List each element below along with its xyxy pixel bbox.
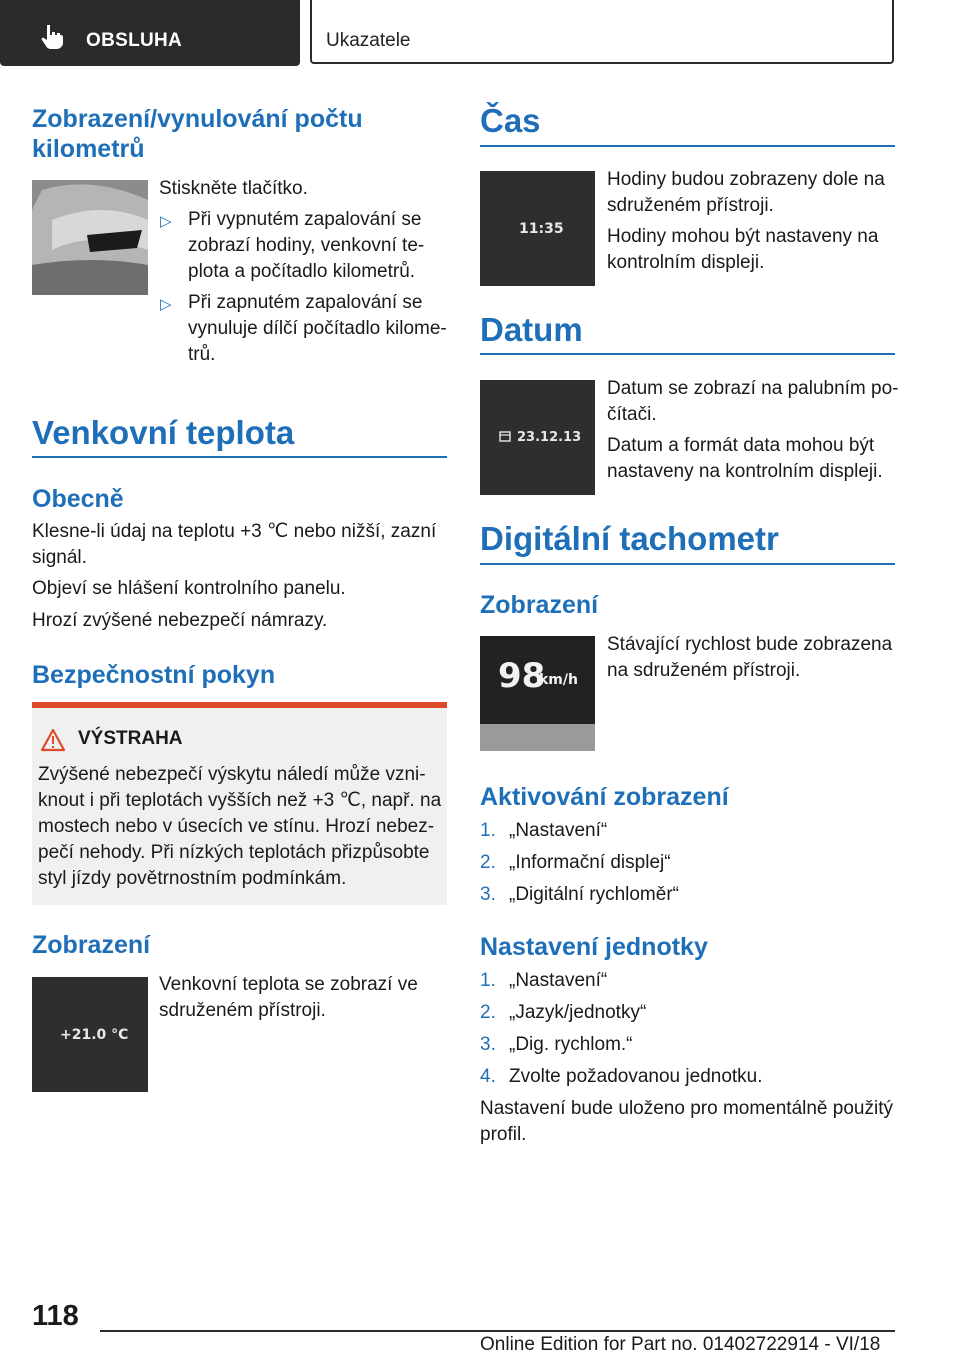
activate-step-1: „Nastavení“ — [509, 820, 608, 841]
time-line-1: Hodiny budou zobrazeny dole na — [607, 169, 885, 190]
general-text-1 — [32, 519, 436, 571]
speed-unit: km/h — [539, 672, 578, 688]
page-header — [0, 0, 960, 66]
time-title: Čas — [480, 102, 541, 139]
speedo-display-line-2: na sdruženém přístroji. — [607, 660, 801, 681]
general-text-3: Hrozí zvýšené nebezpečí námrazy. — [32, 610, 328, 631]
speed-display-image — [480, 636, 595, 751]
warning-line-1: Zvýšené nebezpečí výskytu náledí může vzni- — [38, 764, 426, 785]
step-number: 3. — [480, 884, 496, 905]
activate-title: Aktivování zobrazení — [480, 783, 729, 811]
general-title: Obecně — [32, 485, 124, 513]
step-number: 2. — [480, 1002, 496, 1023]
temp-display-image — [32, 977, 148, 1092]
odometer-intro: Stiskněte tlačítko. — [159, 178, 308, 199]
time-line-4: kontrolním displeji. — [607, 252, 765, 273]
section-divider — [480, 353, 895, 355]
calendar-icon — [499, 430, 511, 442]
unit-step-2: „Jazyk/jednotky“ — [509, 1002, 647, 1023]
warning-triangle-icon — [40, 728, 66, 752]
date-line-1: Datum se zobrazí na palubním po- — [607, 378, 899, 399]
outside-temp-title: Venkovní teplota — [32, 414, 295, 451]
time-text-2 — [607, 224, 878, 276]
section-tab-label: OBSLUHA — [86, 30, 183, 51]
date-display-image — [480, 380, 595, 495]
odometer-bullet-2-line2: vynuluje dílčí počítadlo kilome- — [188, 318, 447, 339]
temp-display-line-1: Venkovní teplota se zobrazí ve — [159, 974, 418, 995]
time-text — [607, 167, 885, 219]
step-number: 3. — [480, 1034, 496, 1055]
odometer-bullet-1-line2: zobrazí hodiny, venkovní te- — [188, 235, 425, 256]
odometer-title-line1: Zobrazení/vynulování počtu — [32, 105, 363, 133]
date-display-value: 23.12.13 — [517, 430, 582, 445]
date-text-2 — [607, 433, 883, 485]
section-tab — [0, 0, 300, 66]
warning-line-5: styl jízdy povětrnostním podmínkám. — [38, 868, 347, 889]
odometer-button-illustration — [32, 180, 148, 295]
speed-value: 98 — [498, 656, 546, 696]
clock-display-image — [480, 171, 595, 286]
unit-note-line-2: profil. — [480, 1124, 527, 1145]
date-text — [607, 376, 899, 428]
warning-line-3: mostech nebo v úsecích ve stínu. Hrozí nebez- — [38, 816, 435, 837]
safety-title: Bezpečnostní pokyn — [32, 661, 276, 689]
warning-line-4: pečí nehody. Při nízkých teplotách přizpůsobte — [38, 842, 430, 863]
date-title: Datum — [480, 311, 583, 348]
chapter-tab-label: Ukazatele — [326, 30, 411, 51]
chapter-tab — [310, 0, 894, 64]
time-line-3: Hodiny mohou být nastaveny na — [607, 226, 879, 247]
page-number: 118 — [32, 1300, 79, 1332]
bullet-triangle-icon: ▷ — [160, 296, 172, 313]
clock-display-value: 11:35 — [519, 221, 564, 237]
warning-box — [32, 702, 447, 905]
warning-line-2: knout i při teplotách vyšších než +3 ℃, např. na — [38, 790, 442, 811]
footer-edition: Online Edition for Part no. 01402722914 - VI/18 — [480, 1334, 881, 1355]
digital-speedo-title: Digitální tachometr — [480, 520, 779, 557]
unit-title: Nastavení jednotky — [480, 933, 708, 961]
odometer-bullet-2 — [188, 290, 447, 368]
unit-note-line-1: Nastavení bude uloženo pro momentálně použitý — [480, 1098, 893, 1119]
date-line-2: čítači. — [607, 404, 657, 425]
date-line-4: nastaveny na kontrolním displeji. — [607, 461, 883, 482]
section-divider — [32, 456, 447, 458]
step-number: 1. — [480, 820, 496, 841]
unit-step-3: „Dig. rychlom.“ — [509, 1034, 633, 1055]
odometer-bullet-1 — [188, 207, 424, 285]
warning-text — [38, 762, 448, 892]
odometer-title-line2: kilometrů — [32, 135, 145, 163]
odometer-bullet-1-line3: plota a počítadlo kilometrů. — [188, 261, 416, 282]
unit-step-4: Zvolte požadovanou jednotku. — [509, 1066, 763, 1087]
odometer-title — [32, 104, 363, 164]
speed-display-base — [480, 724, 595, 751]
temp-display-text — [159, 972, 418, 1024]
odometer-bullet-2-line1: Při zapnutém zapalování se — [188, 292, 423, 313]
general-line-1: Klesne-li údaj na teplotu +3 ℃ nebo nižší, zazní — [32, 521, 437, 542]
section-divider — [480, 145, 895, 147]
odometer-button-image — [32, 180, 148, 295]
hand-pointer-icon — [38, 22, 66, 50]
unit-note — [480, 1096, 893, 1148]
unit-step-1: „Nastavení“ — [509, 970, 608, 991]
odometer-bullet-2-line3: trů. — [188, 344, 216, 365]
general-line-2: signál. — [32, 547, 87, 568]
section-divider — [480, 563, 895, 565]
date-line-3: Datum a formát data mohou být — [607, 435, 875, 456]
odometer-bullet-1-line1: Při vypnutém zapalování se — [188, 209, 422, 230]
temp-display-line-2: sdruženém přístroji. — [159, 1000, 326, 1021]
speedo-display-text — [607, 632, 892, 684]
step-number: 1. — [480, 970, 496, 991]
speedo-display-line-1: Stávající rychlost bude zobrazena — [607, 634, 893, 655]
general-text-2: Objeví se hlášení kontrolního panelu. — [32, 578, 346, 599]
temp-display-value: +21.0 °C — [60, 1027, 129, 1043]
activate-step-3: „Digitální rychloměr“ — [509, 884, 679, 905]
step-number: 2. — [480, 852, 496, 873]
step-number: 4. — [480, 1066, 496, 1087]
footer-rule — [100, 1330, 895, 1332]
bullet-triangle-icon: ▷ — [160, 213, 172, 230]
speedo-display-title: Zobrazení — [480, 591, 599, 619]
time-line-2: sdruženém přístroji. — [607, 195, 774, 216]
warning-title: VÝSTRAHA — [78, 728, 183, 749]
activate-step-2: „Informační displej“ — [509, 852, 671, 873]
temp-display-title: Zobrazení — [32, 931, 151, 959]
warning-bar — [32, 702, 447, 708]
